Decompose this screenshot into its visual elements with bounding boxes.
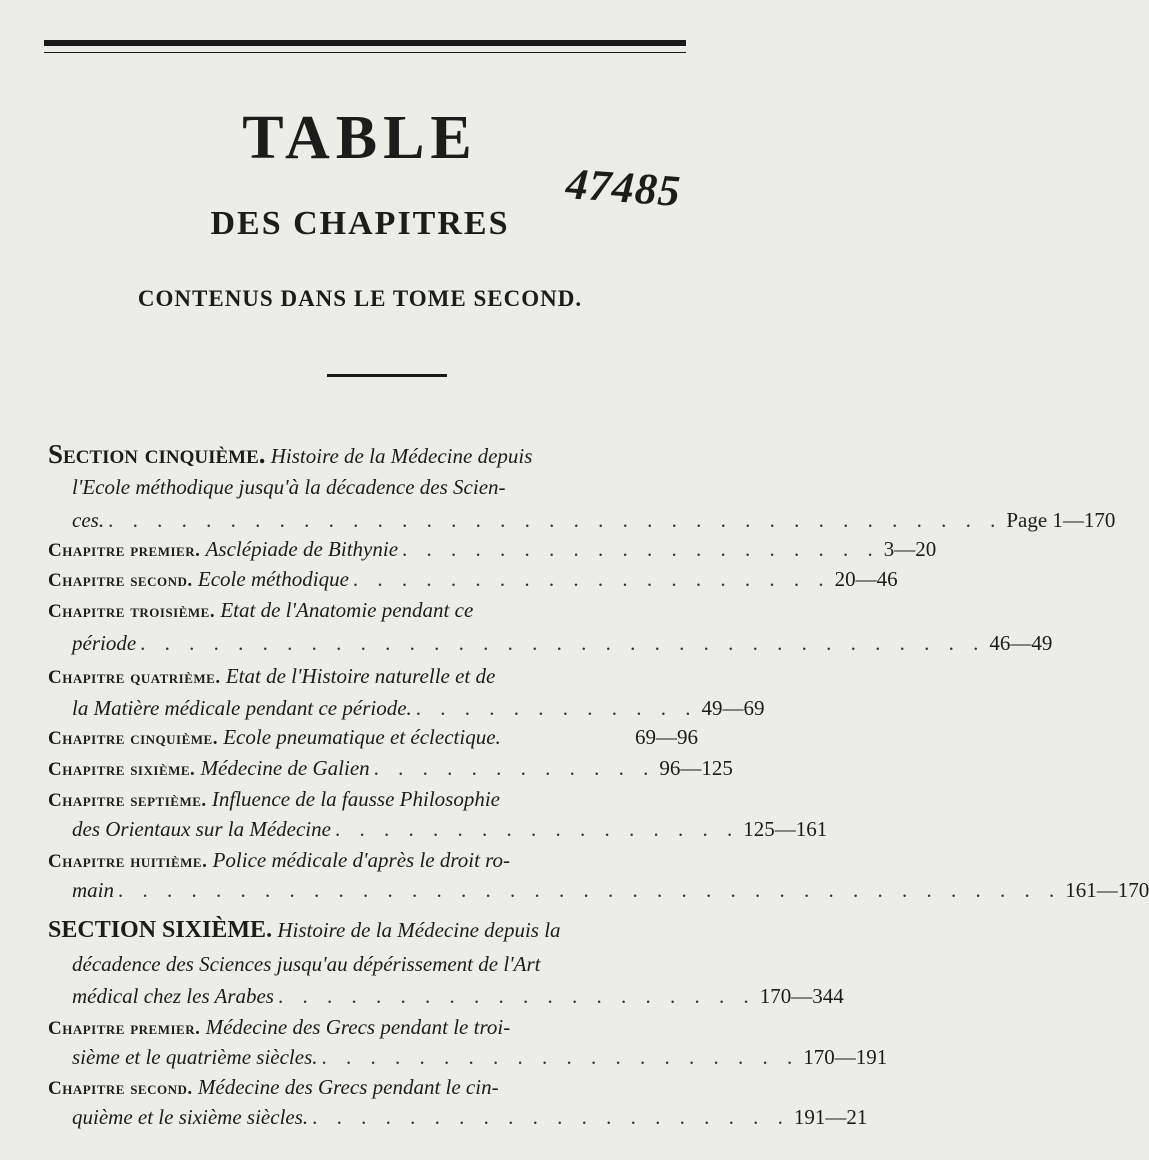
entry-leader-line	[72, 1101, 868, 1133]
page-title: TABLE	[242, 104, 478, 172]
page-range: 191—21	[793, 1105, 868, 1129]
entry-text: médical chez les Arabes	[72, 984, 274, 1008]
entry-text: période	[72, 631, 137, 655]
entry-text-line: décadence des Sciences jusqu'au dépérissement de l'Art	[72, 952, 541, 976]
entry-leader-line	[72, 874, 1149, 906]
toc-entry-chapter-1	[48, 533, 937, 565]
chapter-heading: Chapitre premier.	[48, 540, 201, 561]
entry-leader-line	[72, 627, 1053, 659]
ornament-rule	[327, 374, 447, 377]
entry-text: Médecine des Grecs pendant le troi-	[205, 1015, 511, 1039]
entry-text: Police médicale d'après le droit ro-	[212, 848, 511, 872]
toc-entry-chapter-5	[48, 721, 698, 753]
entry-text: Ecole pneumatique et éclectique.	[223, 725, 501, 749]
top-rule-thin	[44, 52, 686, 53]
entry-text: quième et le sixième siècles.	[72, 1105, 309, 1129]
entry-leader-line	[72, 980, 844, 1012]
toc-entry-section-5	[48, 438, 698, 470]
page-range: 161—170	[1065, 878, 1149, 902]
toc-entry-chapter-7	[48, 783, 698, 815]
dot-leader: . . . . . . . . . . . . . . . . . . . .	[402, 537, 880, 561]
entry-text: main	[72, 878, 114, 902]
page-range: 170—344	[759, 984, 844, 1008]
dot-leader: . . . . . . . . . . . . . . . . . . . . . . . . . . . . . . . . . . .	[140, 631, 986, 655]
chapter-heading: Chapitre sixième.	[48, 759, 196, 780]
entry-text: ces.	[72, 508, 105, 532]
entry-text: Etat de l'Anatomie pendant ce	[220, 598, 474, 622]
page-range: Page 1—170	[1006, 508, 1116, 532]
page-range: 69—96	[635, 725, 698, 749]
toc-entry-chapter-6	[48, 752, 733, 784]
toc-entry-chapter-2	[48, 563, 898, 595]
entry-leader-line	[72, 813, 828, 845]
contents-heading: CONTENUS DANS LE TOME SECOND.	[137, 286, 583, 311]
page-range: 125—161	[743, 817, 828, 841]
entry-text: Histoire de la Médecine depuis la	[277, 918, 561, 942]
page-range: 170—191	[803, 1045, 888, 1069]
entry-text: Etat de l'Histoire naturelle et de	[225, 664, 496, 688]
entry-text: Médecine de Galien	[200, 756, 370, 780]
toc-entry-chapter-3	[48, 594, 698, 626]
entry-text: sième et le quatrième siècles.	[72, 1045, 318, 1069]
entry-text: Asclépiade de Bithynie	[205, 537, 399, 561]
entry-text: la Matière médicale pendant ce période.	[72, 696, 412, 720]
dot-leader: . . . . . . . . . . . . . . . . . . . . . . . . . . . . . . . . . . . . .	[108, 508, 1003, 532]
entry-text: Ecole méthodique	[197, 567, 349, 591]
chapter-heading: Chapitre huitième.	[48, 851, 208, 872]
entry-text: Histoire de la Médecine depuis	[270, 444, 533, 468]
dot-leader: . . . . . . . . . . . .	[415, 696, 698, 720]
chapter-heading: Chapitre septième.	[48, 790, 207, 811]
toc-entry-chapter-2-s6	[48, 1071, 698, 1103]
dot-leader: . . . . . . . . . . . . . . . . . . . .	[312, 1105, 790, 1129]
section-heading: SECTION SIXIÈME.	[48, 917, 273, 943]
page-range: 20—46	[834, 567, 898, 591]
entry-leader-line	[72, 692, 765, 724]
library-stamp-number: 47485	[564, 159, 683, 216]
page-subtitle: DES CHAPITRES	[210, 205, 510, 242]
entry-text: Influence de la fausse Philosophie	[211, 787, 500, 811]
dot-leader: . . . . . . . . . . . . . . . . . . . .	[277, 984, 756, 1008]
chapter-heading: Chapitre premier.	[48, 1018, 201, 1039]
dot-leader: . . . . . . . . . . . .	[373, 756, 656, 780]
toc-entry-section-6	[48, 914, 698, 946]
toc-entry-chapter-1-s6	[48, 1011, 698, 1043]
section-heading: Section cinquième.	[48, 439, 266, 469]
page-range: 96—125	[659, 756, 733, 780]
entry-text: Médecine des Grecs pendant le cin-	[197, 1075, 499, 1099]
dot-leader: . . . . . . . . . . . . . . . . . . . .	[321, 1045, 800, 1069]
dot-leader: . . . . . . . . . . . . . . . . .	[334, 817, 740, 841]
top-rule-thick	[44, 40, 686, 46]
toc-entry-chapter-4	[48, 660, 698, 692]
chapter-heading: Chapitre quatrième.	[48, 667, 221, 688]
entry-leader-line	[72, 504, 1116, 536]
chapter-heading: Chapitre troisième.	[48, 601, 216, 622]
entry-text-line: l'Ecole méthodique jusqu'à la décadence des Scien-	[72, 475, 506, 499]
page-range: 49—69	[701, 696, 765, 720]
entry-text: des Orientaux sur la Médecine	[72, 817, 331, 841]
page-range: 46—49	[989, 631, 1053, 655]
chapter-heading: Chapitre cinquième.	[48, 728, 218, 749]
dot-leader: . . . . . . . . . . . . . . . . . . . .	[352, 567, 831, 591]
chapter-heading: Chapitre second.	[48, 570, 193, 591]
entry-leader-line	[72, 1041, 888, 1073]
chapter-heading: Chapitre second.	[48, 1078, 193, 1099]
page-range: 3—20	[883, 537, 937, 561]
toc-entry-chapter-8	[48, 844, 698, 876]
dot-leader: . . . . . . . . . . . . . . . . . . . . . . . . . . . . . . . . . . . . . . .	[118, 878, 1062, 902]
